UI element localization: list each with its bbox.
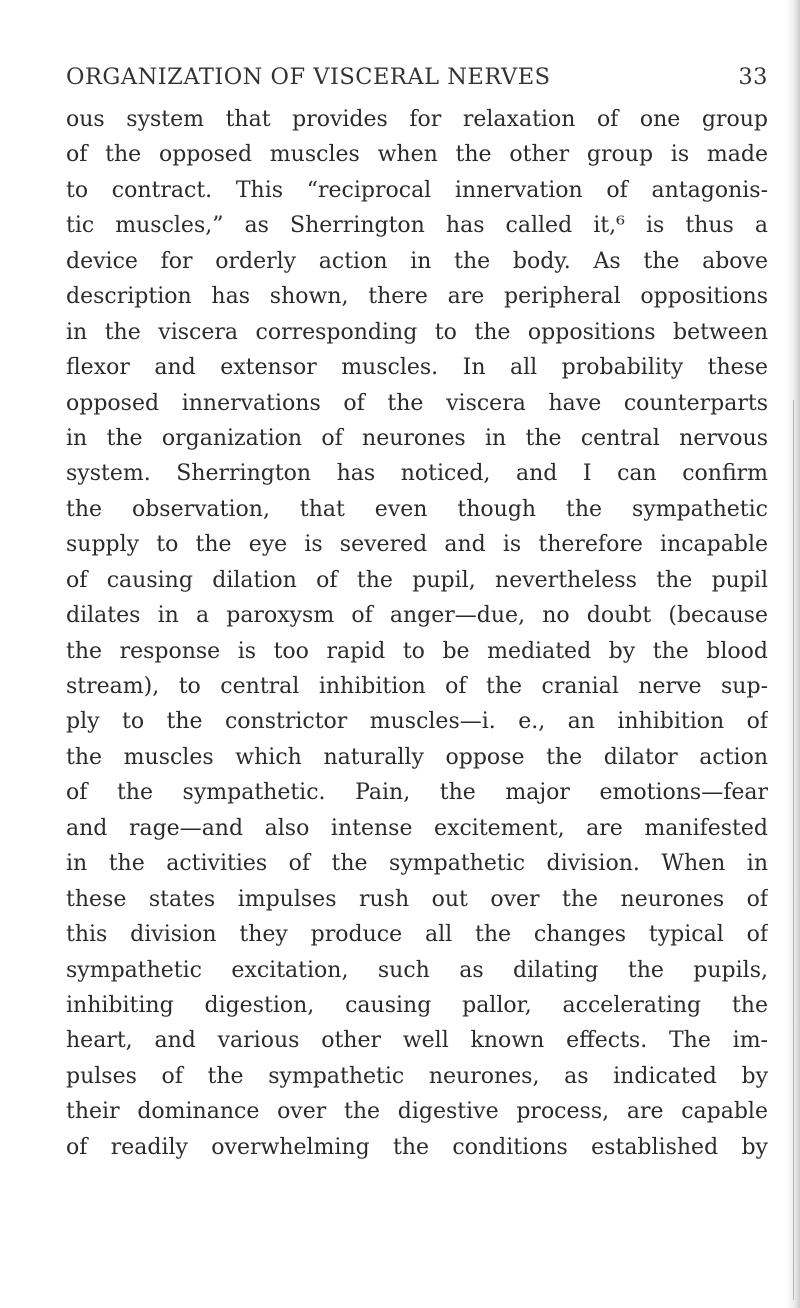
text-line: of causing dilation of the pupil, nevertheless the pupil xyxy=(66,567,768,593)
text-line: flexor and extensor muscles. In all probability these xyxy=(66,355,768,381)
text-line: this division they produce all the changes typical of xyxy=(66,922,768,948)
text-line: description has shown, there are peripheral oppositions xyxy=(66,284,768,310)
page-number: 33 xyxy=(738,64,768,90)
text-line: dilates in a paroxysm of anger—due, no doubt (because xyxy=(66,603,768,629)
text-line: tic muscles,” as Sherrington has called it,⁶ is thus a xyxy=(66,213,768,239)
text-line: ply to the constrictor muscles—i. e., an inhibition of xyxy=(66,709,768,735)
text-line: in the organization of neurones in the central nervous xyxy=(66,425,768,451)
running-title: ORGANIZATION OF VISCERAL NERVES xyxy=(66,64,551,90)
text-line: inhibiting digestion, causing pallor, accelerating the xyxy=(66,992,768,1018)
running-head xyxy=(66,62,768,92)
text-line: these states impulses rush out over the neurones of xyxy=(66,886,768,912)
text-line: system. Sherrington has noticed, and I can confirm xyxy=(66,461,768,487)
text-line: of the sympathetic. Pain, the major emotions—fear xyxy=(66,780,768,806)
text-line: the response is too rapid to be mediated by the blood xyxy=(66,638,768,664)
text-line: and rage—and also intense excitement, are manifested xyxy=(66,815,768,841)
text-line: in the viscera corresponding to the oppositions between xyxy=(66,319,768,345)
text-line: opposed innervations of the viscera have counterparts xyxy=(66,390,768,416)
text-line: in the activities of the sympathetic division. When in xyxy=(66,851,768,877)
text-line: stream), to central inhibition of the cranial nerve sup- xyxy=(66,674,768,699)
text-line: device for orderly action in the body. As the above xyxy=(66,248,768,274)
text-line: ous system that provides for relaxation of one group xyxy=(66,107,768,132)
text-line: heart, and various other well known effects. The im- xyxy=(66,1028,768,1054)
text-line: pulses of the sympathetic neurones, as indicated by xyxy=(66,1063,768,1089)
page-edge-line xyxy=(793,400,794,1300)
text-line: to contract. This “reciprocal innervation of antagonis- xyxy=(66,177,768,203)
text-line: sympathetic excitation, such as dilating the pupils, xyxy=(66,957,768,983)
text-line: of the opposed muscles when the other group is made xyxy=(66,142,768,168)
text-line: the muscles which naturally oppose the dilator action xyxy=(66,744,768,770)
text-line: their dominance over the digestive process, are capable xyxy=(66,1099,768,1125)
body-text xyxy=(66,102,768,1165)
text-line: the observation, that even though the sympathetic xyxy=(66,496,768,522)
text-line: supply to the eye is severed and is therefore incapable xyxy=(66,532,768,558)
text-line: of readily overwhelming the conditions established by xyxy=(66,1134,768,1160)
